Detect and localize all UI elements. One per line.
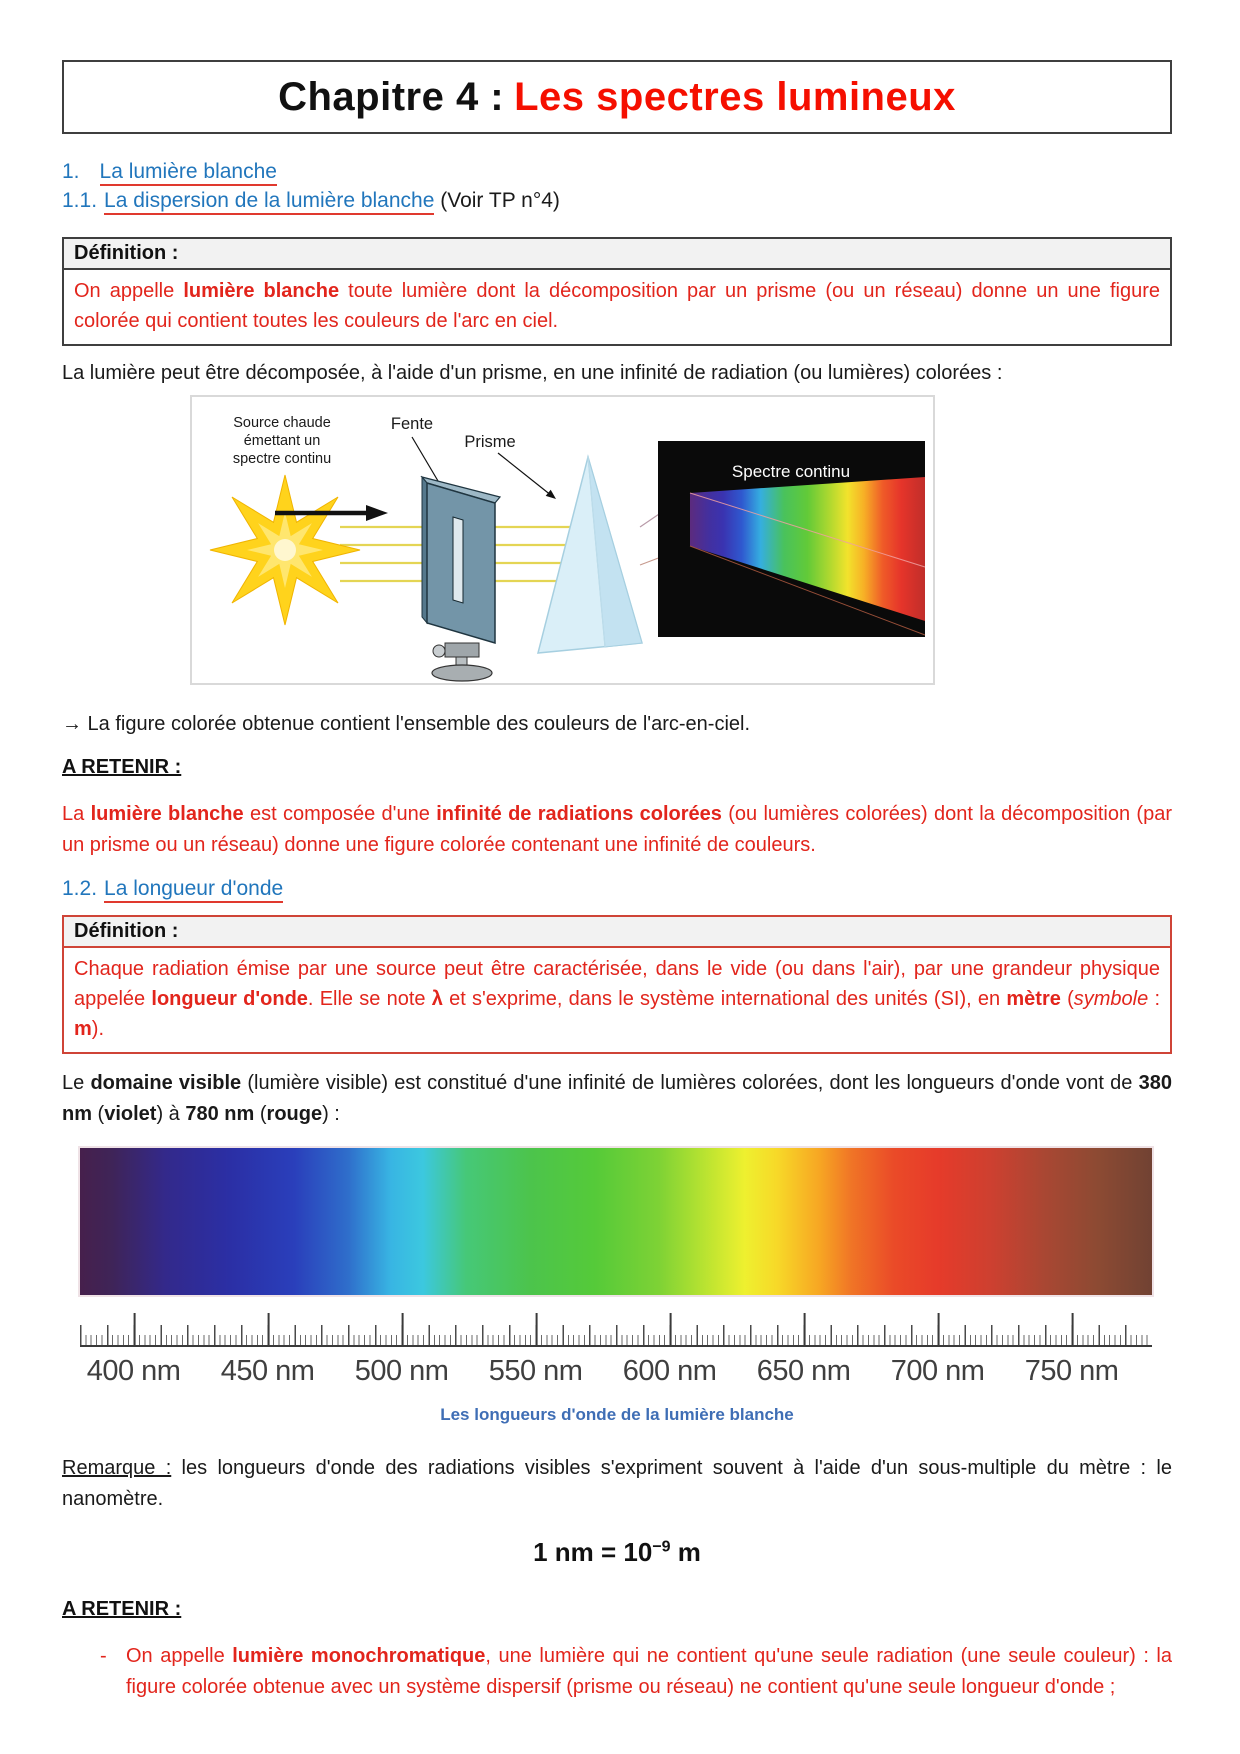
prism-figure-canvas <box>190 395 935 685</box>
text-segment-bold: m <box>74 1018 92 1040</box>
section-suffix: (Voir TP n°4) <box>434 189 560 212</box>
key-point-2-bullet <box>62 1641 1172 1703</box>
definition-text: toute lumière dont la décomposition par un prisme (ou un réseau) donne un une figure colorée qui contient toutes les couleurs de l'arc en ciel. <box>74 280 1160 332</box>
svg-text:émettant un: émettant un <box>243 433 321 449</box>
formula-base: 1 nm = 10 <box>533 1537 653 1567</box>
definition-box-2 <box>62 915 1172 1054</box>
lambda-symbol: λ <box>431 988 443 1010</box>
arrow-note: → La figure colorée obtenue contient l'ensemble des couleurs de l'arc-en-ciel. <box>62 713 751 735</box>
section-heading-1 <box>62 160 1172 184</box>
wavelength-spectrum-figure <box>80 1148 1152 1395</box>
text-segment-bold: lumière monochromatique <box>232 1645 486 1667</box>
key-point-1-paragraph <box>62 799 1172 861</box>
prism-label: Prisme <box>464 433 516 451</box>
remark-label: Remarque : <box>62 1457 172 1479</box>
wavelength-ruler <box>80 1307 1152 1347</box>
slit-opening <box>453 517 463 603</box>
section-label: La dispersion de la lumière blanche <box>104 189 434 215</box>
text-segment: ). <box>91 1018 105 1040</box>
definition-text-bold: lumière blanche <box>183 280 340 302</box>
definition-header: Définition : <box>64 917 1170 948</box>
wavelength-tick-label: 750 nm <box>1024 1355 1119 1387</box>
page-content <box>62 0 1172 1703</box>
text-segment: , une lumière qui ne contient qu'une seule radiation (une seule couleur) : la figure colorée obtenue avec un système dispersif (prisme ou réseau) ne contient qu'une seule longueur d'onde ; <box>126 1645 1172 1698</box>
formula-exponent: −9 <box>652 1538 671 1556</box>
text-segment-bold: longueur d'onde <box>151 988 308 1010</box>
text-segment: et s'exprime, dans le système international des unités (SI), en <box>442 988 1007 1010</box>
text-segment: ) : <box>322 1103 340 1125</box>
section-heading-1-1 <box>62 189 1172 213</box>
svg-text:Source chaude: Source chaude <box>233 415 331 431</box>
text-segment-italic: symbole <box>1073 988 1149 1010</box>
visible-spectrum-band <box>80 1148 1152 1295</box>
white-light-source-icon <box>210 475 360 625</box>
key-point-2-paragraph <box>126 1641 1172 1703</box>
section-number: 1.1. <box>62 189 98 212</box>
definition-text: On appelle <box>74 280 184 302</box>
wavelength-tick-label: 650 nm <box>756 1355 851 1387</box>
text-segment-bold: 380 nm <box>62 1072 1172 1125</box>
text-segment: La <box>62 803 91 825</box>
text-segment: ( <box>1060 988 1074 1010</box>
definition-box-1 <box>62 237 1172 346</box>
definition-body <box>64 948 1170 1052</box>
definition-header: Définition : <box>64 239 1170 270</box>
text-segment-bold: domaine visible <box>90 1072 242 1094</box>
text-segment: est composée d'une <box>243 803 437 825</box>
section-number: 1. <box>62 160 80 183</box>
text-segment: ( <box>254 1103 267 1125</box>
wavelength-tick-label: 550 nm <box>488 1355 583 1387</box>
text-segment: : <box>1148 988 1161 1010</box>
text-segment: On appelle <box>126 1645 233 1667</box>
remark-text: les longueurs d'onde des radiations visibles s'expriment souvent à l'aide d'un sous-multiple du mètre : le nanomètre. <box>62 1457 1172 1510</box>
key-point-label: A RETENIR : <box>62 756 182 778</box>
text-segment-bold: rouge <box>266 1103 323 1125</box>
text-segment-bold: mètre <box>1006 988 1061 1010</box>
intro-paragraph: La lumière peut être décomposée, à l'aide d'un prisme, en une infinité de radiation (ou lumières) colorées : <box>62 362 1003 384</box>
key-point-label: A RETENIR : <box>62 1598 182 1620</box>
definition-body <box>64 270 1170 344</box>
text-segment: . Elle se note <box>307 988 432 1010</box>
text-segment-bold: lumière blanche <box>90 803 244 825</box>
text-segment: (ou lumières colorées) dont la décomposition (par un prisme ou un réseau) donne une figure colorée contenant une infinité de couleurs. <box>62 803 1172 856</box>
ruler-major-ticks <box>80 1313 1152 1345</box>
figure-caption: Les longueurs d'onde de la lumière blanche <box>440 1405 794 1424</box>
chapter-title-main: Les spectres lumineux <box>514 74 956 119</box>
section-label: La longueur d'onde <box>104 877 283 903</box>
chapter-title-box <box>62 60 1172 134</box>
text-segment-bold: 780 nm <box>185 1103 255 1125</box>
text-segment: ) à <box>156 1103 186 1125</box>
text-segment: Chaque radiation émise par une source peut être caractérisée, dans le vide (ou dans l'air), par une grandeur physique appelée <box>74 958 1160 1010</box>
svg-text:spectre continu: spectre continu <box>232 451 332 467</box>
text-segment-bold: infinité de radiations colorées <box>436 803 722 825</box>
prism-experiment-figure <box>190 395 935 685</box>
wavelength-tick-label: 700 nm <box>890 1355 985 1387</box>
section-number: 1.2. <box>62 877 98 900</box>
bullet-dash: - <box>100 1645 107 1667</box>
remark-paragraph <box>62 1453 1172 1515</box>
section-heading-1-2 <box>62 877 1172 901</box>
spectrum-screen <box>658 441 925 637</box>
text-segment: (lumière visible) est constitué d'une infinité de lumières colorées, dont les longueurs d'onde vont de <box>241 1072 1139 1094</box>
source-label <box>233 415 331 467</box>
wavelength-tick-labels <box>80 1347 1152 1395</box>
visible-domain-paragraph <box>62 1068 1172 1130</box>
screen-label: Spectre continu <box>731 462 851 481</box>
section-label: La lumière blanche <box>100 160 277 186</box>
wavelength-tick-label: 450 nm <box>220 1355 315 1387</box>
text-segment: ( <box>92 1103 105 1125</box>
wavelength-tick-label: 400 nm <box>86 1355 181 1387</box>
slit-label: Fente <box>390 415 434 433</box>
wavelength-tick-label: 500 nm <box>354 1355 449 1387</box>
wavelength-tick-label: 600 nm <box>622 1355 717 1387</box>
chapter-title-prefix: Chapitre 4 : <box>278 74 505 119</box>
text-segment-bold: violet <box>104 1103 157 1125</box>
formula-unit: m <box>670 1537 701 1567</box>
nanometer-formula <box>62 1537 1172 1568</box>
text-segment: Le <box>62 1072 91 1094</box>
